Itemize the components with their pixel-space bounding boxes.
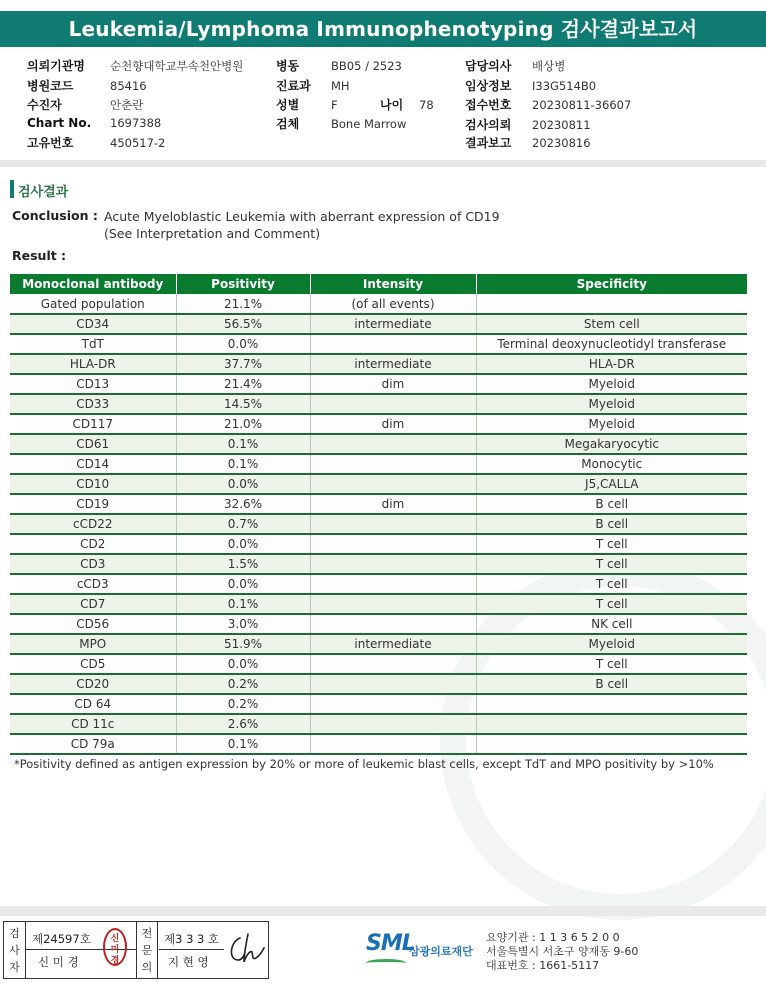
row-divider xyxy=(159,949,224,950)
cell-specificity: Myeloid xyxy=(476,414,747,434)
info-label: 나이 xyxy=(380,98,404,112)
conclusion-text: Acute Myeloblastic Leukemia with aberrant expression of CD19 xyxy=(104,209,500,224)
divider xyxy=(0,906,766,916)
info-institution xyxy=(27,57,243,74)
cell-positivity: 32.6% xyxy=(176,494,310,514)
cell-positivity: 0.1% xyxy=(176,594,310,614)
table-row xyxy=(10,514,747,534)
cell-specificity: NK cell xyxy=(476,614,747,634)
org-name: 삼광의료재단 xyxy=(409,945,473,958)
specialist-name: 지 현 영 xyxy=(168,955,209,969)
table-row xyxy=(10,694,747,714)
cell-intensity: dim xyxy=(310,494,476,514)
cell-positivity: 0.1% xyxy=(176,734,310,754)
info-value: 1697388 xyxy=(110,116,162,130)
cell-specificity: Megakaryocytic xyxy=(476,434,747,454)
info-value: 450517-2 xyxy=(110,136,166,150)
table-body xyxy=(10,294,747,754)
conclusion-label: Conclusion : xyxy=(12,208,98,223)
info-value: 순천향대학교부속천안병원 xyxy=(110,59,244,73)
cell-antibody: CD3 xyxy=(10,554,176,574)
table-row xyxy=(10,434,747,454)
cell-antibody: CD7 xyxy=(10,594,176,614)
cell-intensity: dim xyxy=(310,414,476,434)
cell-intensity xyxy=(310,594,476,614)
table-row xyxy=(10,414,747,434)
info-label: 병원코드 xyxy=(27,79,74,93)
cell-positivity: 0.0% xyxy=(176,654,310,674)
table-row xyxy=(10,734,747,754)
cell-positivity: 0.7% xyxy=(176,514,310,534)
cell-positivity: 0.0% xyxy=(176,574,310,594)
cell-positivity: 3.0% xyxy=(176,614,310,634)
seal-stamp xyxy=(103,928,127,966)
info-label: 수진자 xyxy=(27,98,62,112)
info-value: 20230816 xyxy=(532,136,591,150)
table-row xyxy=(10,474,747,494)
seal-text: 신미경 xyxy=(110,934,120,966)
cell-intensity: (of all events) xyxy=(310,294,476,314)
cell-intensity xyxy=(310,674,476,694)
info-label: 임상정보 xyxy=(465,79,512,93)
info-physician xyxy=(465,57,565,74)
info-value: BB05 / 2523 xyxy=(331,59,402,73)
cell-positivity: 2.6% xyxy=(176,714,310,734)
cell-intensity xyxy=(310,574,476,594)
info-chart-no xyxy=(27,116,161,130)
org-code: 요양기관 : 1 1 3 6 5 2 0 0 xyxy=(486,931,620,944)
info-patient xyxy=(27,96,143,113)
cell-positivity: 21.0% xyxy=(176,414,310,434)
tester-name: 신 미 경 xyxy=(38,955,79,969)
cell-positivity: 0.0% xyxy=(176,334,310,354)
cell-antibody: CD13 xyxy=(10,374,176,394)
handwritten-signature-icon xyxy=(226,930,266,968)
cell-intensity xyxy=(310,474,476,494)
cell-specificity: Monocytic xyxy=(476,454,747,474)
cell-positivity: 0.1% xyxy=(176,434,310,454)
conclusion-note: (See Interpretation and Comment) xyxy=(104,226,321,241)
cell-specificity xyxy=(476,714,747,734)
cell-positivity: 0.2% xyxy=(176,694,310,714)
info-hospital-code xyxy=(27,77,147,94)
cell-intensity xyxy=(310,394,476,414)
header-specificity: Specificity xyxy=(476,274,747,294)
cell-antibody: CD117 xyxy=(10,414,176,434)
cell-intensity xyxy=(310,654,476,674)
cell-antibody: HLA-DR xyxy=(10,354,176,374)
header-antibody: Monoclonal antibody xyxy=(10,274,176,294)
info-label: 검사의뢰 xyxy=(465,118,512,132)
cell-positivity: 51.9% xyxy=(176,634,310,654)
info-specimen xyxy=(276,115,406,132)
cell-intensity xyxy=(310,514,476,534)
cell-antibody: CD34 xyxy=(10,314,176,334)
table-row xyxy=(10,394,747,414)
info-label: 접수번호 xyxy=(465,98,512,112)
info-value: 20230811 xyxy=(532,118,591,132)
cell-intensity xyxy=(310,734,476,754)
cell-intensity xyxy=(310,334,476,354)
info-value: MH xyxy=(331,79,350,93)
specialist-license: 제3 3 3 호 xyxy=(164,932,220,946)
info-value: 85416 xyxy=(110,79,147,93)
cell-antibody: CD 79a xyxy=(10,734,176,754)
cell-specificity: Stem cell xyxy=(476,314,747,334)
info-sex xyxy=(276,96,381,113)
table-row xyxy=(10,654,747,674)
table-row xyxy=(10,454,747,474)
table-row xyxy=(10,334,747,354)
table-row xyxy=(10,714,747,734)
cell-specificity: J5,CALLA xyxy=(476,474,747,494)
cell-intensity: intermediate xyxy=(310,354,476,374)
info-label: 결과보고 xyxy=(465,136,512,150)
info-value: 안춘란 xyxy=(110,98,144,112)
info-label: 의뢰기관명 xyxy=(27,59,85,73)
cell-specificity: Myeloid xyxy=(476,374,747,394)
cell-specificity: T cell xyxy=(476,554,747,574)
info-request-date xyxy=(465,116,591,133)
table-row xyxy=(10,314,747,334)
cell-specificity xyxy=(476,294,747,314)
info-label: Chart No. xyxy=(27,116,92,130)
cell-antibody: CD33 xyxy=(10,394,176,414)
result-label: Result : xyxy=(12,248,67,263)
info-value: 배상병 xyxy=(532,59,566,73)
info-ward xyxy=(276,57,402,74)
section-marker xyxy=(10,180,14,198)
logo-mark: SML xyxy=(366,931,415,956)
table-row xyxy=(10,594,747,614)
report-title: Leukemia/Lymphoma Immunophenotyping 검사결과보고서 xyxy=(0,11,766,47)
cell-specificity: Myeloid xyxy=(476,634,747,654)
tester-license: 제24597호 xyxy=(32,932,91,946)
cell-specificity: B cell xyxy=(476,514,747,534)
info-reception-no xyxy=(465,96,631,113)
cell-antibody: CD61 xyxy=(10,434,176,454)
cell-intensity xyxy=(310,434,476,454)
cell-positivity: 21.4% xyxy=(176,374,310,394)
cell-specificity: B cell xyxy=(476,674,747,694)
table-row xyxy=(10,354,747,374)
cell-antibody: TdT xyxy=(10,334,176,354)
cell-intensity: intermediate xyxy=(310,314,476,334)
cell-positivity: 0.0% xyxy=(176,534,310,554)
cell-intensity: dim xyxy=(310,374,476,394)
footnote: *Positivity defined as antigen expression by 20% or more of leukemic blast cells, except TdT and MPO positivity by >10% xyxy=(14,757,714,771)
table-row xyxy=(10,554,747,574)
cell-positivity: 0.1% xyxy=(176,454,310,474)
cell-antibody: CD20 xyxy=(10,674,176,694)
table-row xyxy=(10,574,747,594)
specialist-role xyxy=(136,922,158,978)
cell-specificity xyxy=(476,734,747,754)
info-age xyxy=(380,96,434,113)
cell-antibody: CD19 xyxy=(10,494,176,514)
cell-antibody: cCD22 xyxy=(10,514,176,534)
info-label: 담당의사 xyxy=(465,59,512,73)
cell-specificity: T cell xyxy=(476,654,747,674)
info-unique-no xyxy=(27,134,165,151)
cell-specificity: T cell xyxy=(476,594,747,614)
cell-antibody: MPO xyxy=(10,634,176,654)
table-row xyxy=(10,634,747,654)
info-label: 성별 xyxy=(276,98,300,112)
cell-antibody: Gated population xyxy=(10,294,176,314)
cell-specificity xyxy=(476,694,747,714)
header-positivity: Positivity xyxy=(176,274,310,294)
info-department xyxy=(276,77,350,94)
info-value: Bone Marrow xyxy=(331,117,407,131)
org-phone: 대표번호 : 1661-5117 xyxy=(486,959,600,972)
cell-specificity: T cell xyxy=(476,534,747,554)
cell-specificity: Terminal deoxynucleotidyl transferase xyxy=(476,334,747,354)
cell-antibody: CD56 xyxy=(10,614,176,634)
specialist-role-text: 전문의 xyxy=(141,927,153,974)
table-row xyxy=(10,534,747,554)
cell-intensity xyxy=(310,694,476,714)
divider xyxy=(0,160,766,167)
cell-positivity: 0.0% xyxy=(176,474,310,494)
table-row xyxy=(10,494,747,514)
table-row xyxy=(10,614,747,634)
org-address: 서울특별시 서초구 양재동 9-60 xyxy=(486,945,639,958)
cell-antibody: CD 11c xyxy=(10,714,176,734)
info-report-date xyxy=(465,134,591,151)
info-value: F xyxy=(331,98,338,112)
cell-intensity xyxy=(310,614,476,634)
cell-antibody: cCD3 xyxy=(10,574,176,594)
cell-antibody: CD5 xyxy=(10,654,176,674)
cell-antibody: CD10 xyxy=(10,474,176,494)
cell-specificity: Myeloid xyxy=(476,394,747,414)
table-row xyxy=(10,674,747,694)
info-value: 20230811-36607 xyxy=(532,98,632,112)
info-label: 병동 xyxy=(276,59,300,73)
header-intensity: Intensity xyxy=(310,274,476,294)
cell-antibody: CD 64 xyxy=(10,694,176,714)
info-clinical xyxy=(465,77,596,94)
cell-intensity xyxy=(310,554,476,574)
cell-specificity: HLA-DR xyxy=(476,354,747,374)
info-label: 고유번호 xyxy=(27,136,74,150)
cell-antibody: CD2 xyxy=(10,534,176,554)
cell-intensity xyxy=(310,534,476,554)
cell-specificity: T cell xyxy=(476,574,747,594)
tester-role-text: 검사자 xyxy=(9,927,20,974)
cell-intensity xyxy=(310,454,476,474)
cell-positivity: 37.7% xyxy=(176,354,310,374)
cell-positivity: 14.5% xyxy=(176,394,310,414)
results-table xyxy=(10,274,747,755)
cell-positivity: 56.5% xyxy=(176,314,310,334)
info-label: 검체 xyxy=(276,117,300,131)
cell-intensity xyxy=(310,714,476,734)
info-value: 78 xyxy=(419,98,434,112)
sml-logo xyxy=(364,929,482,973)
section-title: 검사결과 xyxy=(18,185,69,200)
table-row xyxy=(10,374,747,394)
cell-positivity: 21.1% xyxy=(176,294,310,314)
info-value: I33G514B0 xyxy=(532,79,597,93)
cell-specificity: B cell xyxy=(476,494,747,514)
cell-positivity: 1.5% xyxy=(176,554,310,574)
logo-swoosh-icon xyxy=(366,959,406,967)
info-label: 진료과 xyxy=(276,79,311,93)
cell-antibody: CD14 xyxy=(10,454,176,474)
cell-positivity: 0.2% xyxy=(176,674,310,694)
patient-info xyxy=(0,54,766,159)
table-row xyxy=(10,294,747,314)
signature-box xyxy=(3,921,269,979)
table-header-row xyxy=(10,274,747,294)
org-contact xyxy=(486,931,638,973)
cell-intensity: intermediate xyxy=(310,634,476,654)
tester-role xyxy=(4,922,26,978)
